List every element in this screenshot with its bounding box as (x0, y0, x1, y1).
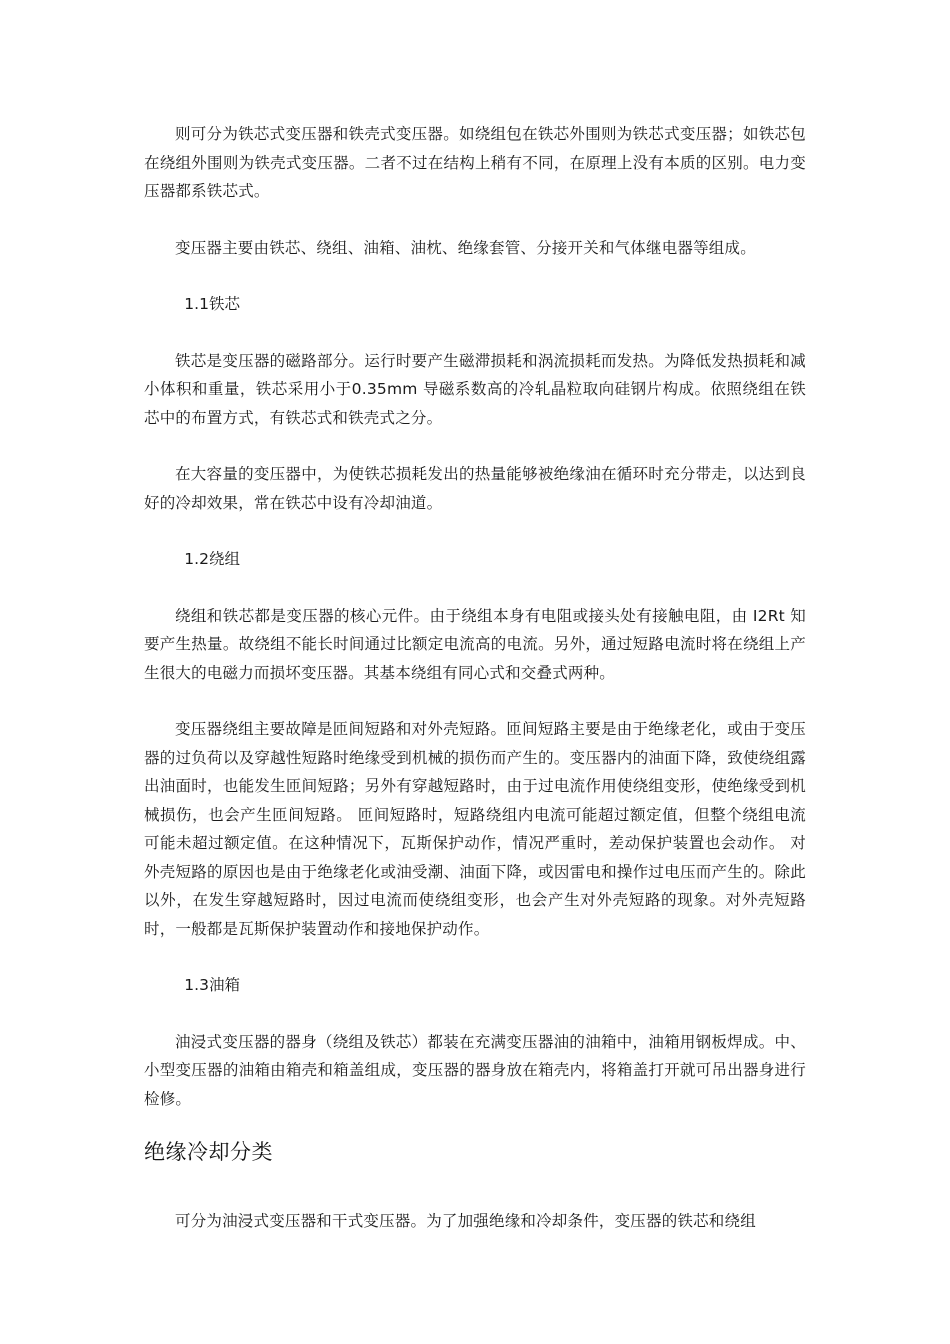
paragraph-cooling-ducts: 在大容量的变压器中，为使铁芯损耗发出的热量能够被绝缘油在循环时充分带走，以达到良好的冷却效果，常在铁芯中设有冷却油道。 (144, 465, 806, 512)
paragraph-oil-tank: 油浸式变压器的器身（绕组及铁芯）都装在充满变压器油的油箱中，油箱用钢板焊成。中、小型变压器的油箱由箱壳和箱盖组成，变压器的器身放在箱壳内，将箱盖打开就可吊出器身进行检修。 (144, 1032, 806, 1108)
paragraph-core-description: 铁芯是变压器的磁路部分。运行时要产生磁滞损耗和涡流损耗而发热。为降低发热损耗和减小体积和重量，铁芯采用小于0.35mm 导磁系数高的冷轧晶粒取向硅钢片构成。依照绕组在铁芯中的布置方式，有铁芯式和铁壳式之分。 (144, 351, 806, 427)
heading-1-3-tank: 1.3油箱 (184, 976, 240, 994)
paragraph-components: 变压器主要由铁芯、绕组、油箱、油枕、绝缘套管、分接开关和气体继电器等组成。 (175, 238, 756, 257)
paragraph-winding-description: 绕组和铁芯都是变压器的核心元件。由于绕组本身有电阻或接头处有接触电阻，由 I2Rt 知要产生热量。故绕组不能长时间通过比额定电流高的电流。另外，通过短路电流时将在绕组上产生很大的电磁力而损坏变压器。其基本绕组有同心式和交叠式两种。 (144, 606, 806, 682)
paragraph-winding-faults: 变压器绕组主要故障是匝间短路和对外壳短路。匝间短路主要是由于绝缘老化，或由于变压器的过负荷以及穿越性短路时绝缘受到机械的损伤而产生的。变压器内的油面下降，致使绕组露出油面时，也能发生匝间短路；另外有穿越短路时，由于过电流作用使绕组变形，使绝缘受到机械损伤，也会产生匝间短路。 匝间短路时，短路绕组内电流可能超过额定值，但整个绕组电流可能未超过额定值。在这种情况下，瓦斯保护动作，情况严重时，差动保护装置也会动作。 对外壳短路的原因也是由于绝缘老化或油受潮、油面下降，或因雷电和操作过电压而产生的。除此以外，在发生穿越短路时，因过电流而使绕组变形，也会产生对外壳短路的现象。对外壳短路时，一般都是瓦斯保护装置动作和接地保护动作。 (144, 720, 806, 938)
paragraph-core-types: 则可分为铁芯式变压器和铁壳式变压器。如绕组包在铁芯外围则为铁芯式变压器；如铁芯包在绕组外围则为铁壳式变压器。二者不过在结构上稍有不同，在原理上没有本质的区别。电力变压器都系铁芯式。 (144, 125, 806, 200)
heading-1-1-core: 1.1铁芯 (184, 295, 240, 313)
section-title-insulation-cooling: 绝缘冷却分类 (144, 1140, 273, 1164)
paragraph-oil-dry-types: 可分为油浸式变压器和干式变压器。为了加强绝缘和冷却条件，变压器的铁芯和绕组 (175, 1212, 756, 1230)
document-page (144, 120, 806, 1236)
heading-1-2-winding: 1.2绕组 (184, 550, 240, 568)
